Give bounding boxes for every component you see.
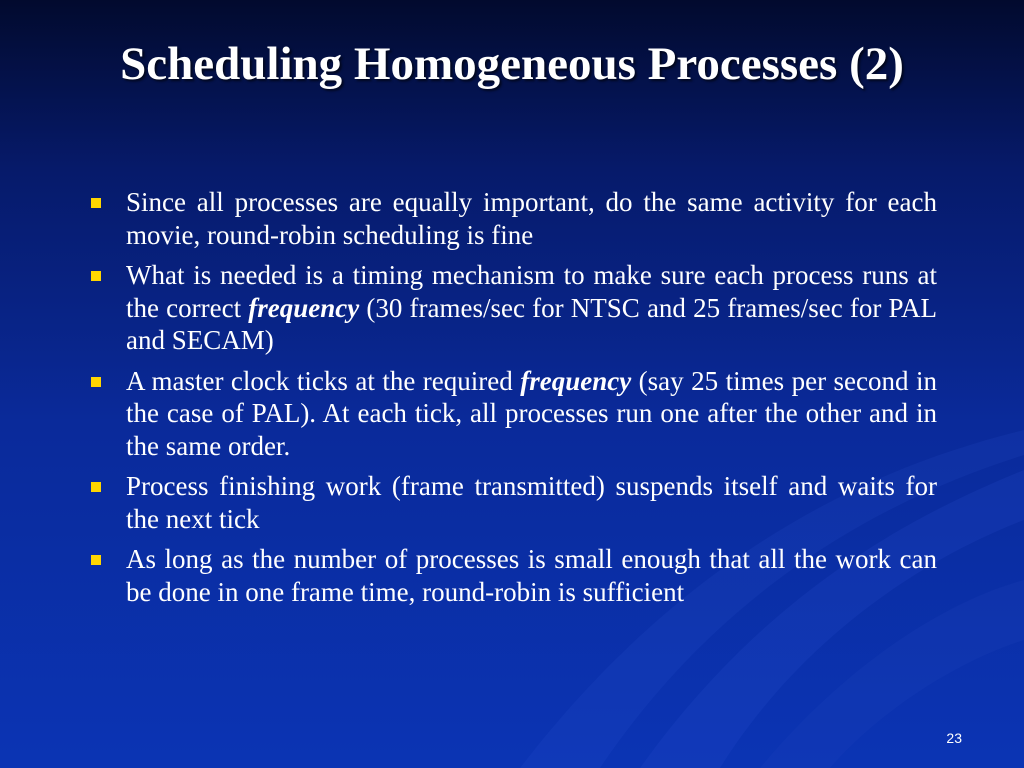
bullet-item	[88, 470, 937, 535]
bullet-text: Since all processes are equally important, do the same activity for each movie, round-robin scheduling is fine	[126, 187, 937, 250]
bullet-item	[88, 259, 937, 357]
slide-number: 23	[946, 730, 962, 746]
bullet-text: A master clock ticks at the required frequency (say 25 times per second in the case of PAL). At each tick, all processes run one after the other and in the same order.	[126, 365, 937, 461]
bullet-text: Process finishing work (frame transmitted) suspends itself and waits for the next tick	[126, 471, 937, 534]
square-bullet-icon	[91, 198, 101, 208]
emphasized-term: frequency	[520, 365, 632, 396]
square-bullet-icon	[91, 271, 101, 281]
bullet-item	[88, 186, 937, 251]
bullet-item	[88, 543, 937, 608]
bullet-text: What is needed is a timing mechanism to make sure each process runs at the correct frequency (30 frames/sec for NTSC and 25 frames/sec for PAL and SECAM)	[126, 260, 938, 355]
bullet-list	[88, 186, 937, 616]
square-bullet-icon	[91, 555, 101, 565]
slide-title: Scheduling Homogeneous Processes (2)	[120, 38, 904, 90]
bullet-item	[88, 365, 937, 463]
square-bullet-icon	[91, 377, 101, 387]
bullet-text: As long as the number of processes is small enough that all the work can be done in one frame time, round-robin is sufficient	[126, 544, 937, 607]
emphasized-term: frequency	[248, 292, 360, 323]
square-bullet-icon	[91, 482, 101, 492]
